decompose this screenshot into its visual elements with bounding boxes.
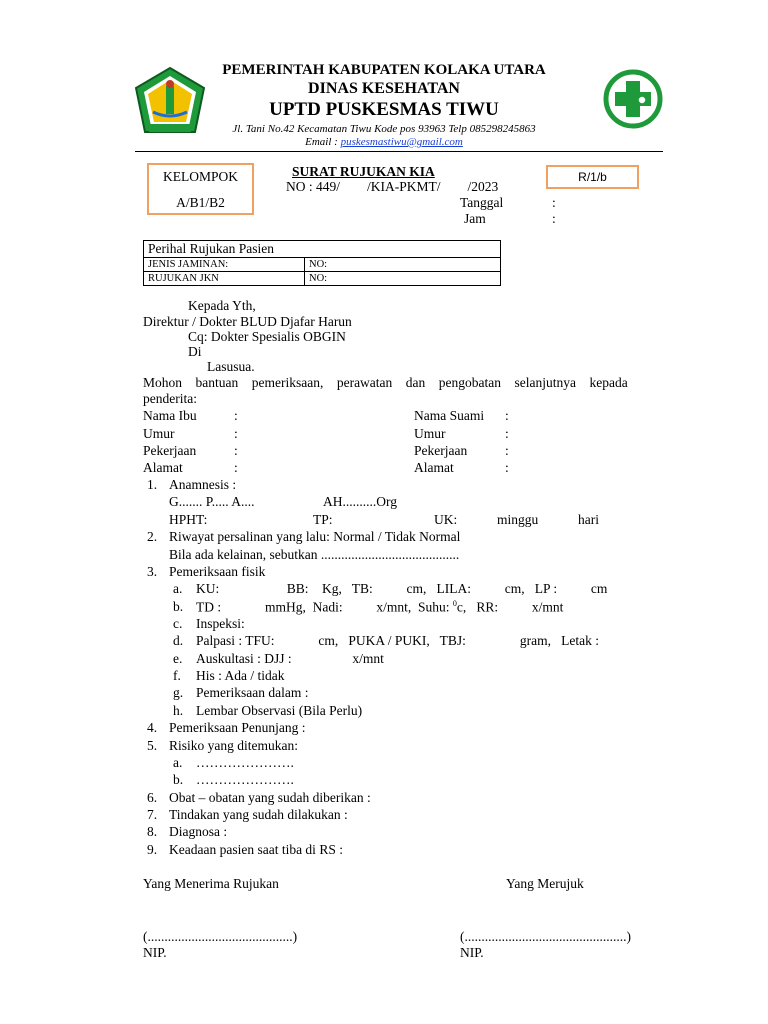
uk-label: UK: bbox=[434, 512, 458, 527]
intro-line-1: Mohon bantuan pemeriksaan, perawatan dan pengobatan selanjutnya kepada bbox=[143, 375, 628, 390]
td-text: TD : mmHg, Nadi: x/mnt, Suhu: bbox=[196, 599, 450, 615]
jaminan-value[interactable]: NO: bbox=[305, 258, 501, 272]
letter-number: NO : 449/ /KIA-PKMT/ /2023 bbox=[286, 179, 499, 194]
email-line bbox=[0, 136, 768, 148]
hari-label: hari bbox=[578, 512, 599, 527]
address-line: Jl. Tani No.42 Kecamatan Tiwu Kode pos 93963 Telp 085298245863 bbox=[232, 123, 536, 135]
obat-label: Obat – obatan yang sudah diberikan : bbox=[169, 790, 371, 805]
umur-ibu-label: Umur bbox=[143, 426, 175, 441]
diagnosa-label: Diagnosa : bbox=[169, 824, 228, 839]
palpasi-line: Palpasi : TFU: cm, PUKA / PUKI, TBJ: gram, Letak : bbox=[196, 633, 599, 648]
receiver-title: Yang Menerima Rujukan bbox=[143, 876, 279, 891]
minggu-label: minggu bbox=[497, 512, 539, 527]
referrer-nip: NIP. bbox=[460, 945, 484, 960]
alamat-ibu-colon: : bbox=[234, 460, 238, 475]
umur-ibu-colon: : bbox=[234, 426, 238, 441]
alamat-suami-colon: : bbox=[505, 460, 509, 475]
gpa-line: G....... P..... A.... bbox=[169, 494, 255, 509]
item-number: 5. bbox=[147, 738, 158, 753]
item-number: 6. bbox=[147, 790, 158, 805]
nama-ibu-colon: : bbox=[234, 408, 238, 423]
gov-title: PEMERINTAH KABUPATEN KOLAKA UTARA bbox=[222, 62, 546, 78]
keadaan-label: Keadaan pasien saat tiba di RS : bbox=[169, 842, 343, 857]
kelainan-line: Bila ada kelainan, sebutkan ......................................... bbox=[169, 547, 460, 562]
sub-letter: e. bbox=[173, 651, 183, 666]
pekerjaan-ibu-label: Pekerjaan bbox=[143, 443, 197, 458]
item-number: 8. bbox=[147, 824, 158, 839]
nama-suami-label: Nama Suami bbox=[414, 408, 485, 423]
sub-letter: b. bbox=[173, 599, 184, 614]
table-row bbox=[144, 241, 501, 258]
pekerjaan-suami-colon: : bbox=[505, 443, 509, 458]
sub-letter: d. bbox=[173, 633, 184, 648]
inspeksi-label: Inspeksi: bbox=[196, 616, 245, 631]
code-value: R/1/b bbox=[578, 170, 607, 184]
direktur-line: Direktur / Dokter BLUD Djafar Harun bbox=[143, 314, 352, 329]
penunjang-label: Pemeriksaan Penunjang : bbox=[169, 720, 306, 735]
clinic-title: UPTD PUSKESMAS TIWU bbox=[269, 99, 499, 120]
risiko-b-dots: …………………. bbox=[196, 772, 294, 787]
sub-letter: g. bbox=[173, 685, 184, 700]
sub-letter: a. bbox=[173, 581, 183, 596]
sub-letter: h. bbox=[173, 703, 184, 718]
sub-letter: a. bbox=[173, 755, 183, 770]
cq-line: Cq: Dokter Spesialis OBGIN bbox=[188, 329, 346, 344]
pemeriksaan-dalam-label: Pemeriksaan dalam : bbox=[196, 685, 309, 700]
his-line: His : Ada / tidak bbox=[196, 668, 285, 683]
observasi-label: Lembar Observasi (Bila Perlu) bbox=[196, 703, 363, 718]
perihal-table bbox=[143, 240, 501, 286]
tindakan-label: Tindakan yang sudah dilakukan : bbox=[169, 807, 348, 822]
kelompok-label: KELOMPOK bbox=[162, 169, 238, 184]
tp-label: TP: bbox=[313, 512, 333, 527]
sub-letter: f. bbox=[173, 668, 181, 683]
item-number: 2. bbox=[147, 529, 158, 544]
header-rule bbox=[135, 151, 663, 152]
degree-superscript: 0 bbox=[452, 599, 457, 608]
intro-line-2: penderita: bbox=[143, 391, 197, 406]
email-label: Email : bbox=[305, 136, 341, 148]
item-number: 7. bbox=[147, 807, 158, 822]
receiver-nip: NIP. bbox=[143, 945, 167, 960]
perihal-title: Perihal Rujukan Pasien bbox=[144, 241, 501, 258]
ku-line: KU: BB: Kg, TB: cm, LILA: cm, LP : cm bbox=[196, 581, 608, 596]
risiko-a-dots: …………………. bbox=[196, 755, 294, 770]
jam-label: Jam bbox=[464, 211, 486, 226]
sub-letter: b. bbox=[173, 772, 184, 787]
umur-suami-colon: : bbox=[505, 426, 509, 441]
table-row bbox=[144, 272, 501, 286]
letter-title: SURAT RUJUKAN KIA bbox=[292, 164, 435, 179]
nama-ibu-label: Nama Ibu bbox=[143, 408, 197, 423]
hpht-label: HPHT: bbox=[169, 512, 208, 527]
td-text-end: c, RR: x/mnt bbox=[456, 599, 564, 615]
place-line: Lasusua. bbox=[207, 359, 255, 374]
tanggal-label: Tanggal bbox=[460, 195, 504, 210]
referrer-title: Yang Merujuk bbox=[506, 876, 584, 891]
item-number: 9. bbox=[147, 842, 158, 857]
item-number: 4. bbox=[147, 720, 158, 735]
nama-suami-colon: : bbox=[505, 408, 509, 423]
item-number: 1. bbox=[147, 477, 158, 492]
jkn-value[interactable]: NO: bbox=[305, 272, 501, 286]
anamnesis-label: Anamnesis : bbox=[169, 477, 237, 492]
kelompok-box bbox=[147, 163, 254, 215]
riwayat-label: Riwayat persalinan yang lalu: Normal / Tidak Normal bbox=[169, 529, 461, 544]
jaminan-label: JENIS JAMINAN: bbox=[144, 258, 305, 272]
item-number: 3. bbox=[147, 564, 158, 579]
dept-title: DINAS KESEHATAN bbox=[308, 80, 460, 97]
ah-line: AH..........Org bbox=[323, 494, 397, 509]
kepada-line: Kepada Yth, bbox=[188, 298, 256, 313]
umur-suami-label: Umur bbox=[414, 426, 446, 441]
jam-colon: : bbox=[552, 211, 556, 226]
td-line bbox=[196, 599, 563, 616]
jkn-label: RUJUKAN JKN bbox=[144, 272, 305, 286]
pekerjaan-ibu-colon: : bbox=[234, 443, 238, 458]
sub-letter: c. bbox=[173, 616, 183, 631]
risiko-label: Risiko yang ditemukan: bbox=[169, 738, 298, 753]
pekerjaan-suami-label: Pekerjaan bbox=[414, 443, 468, 458]
referrer-signature-line: (................................................) bbox=[460, 929, 631, 944]
tanggal-colon: : bbox=[552, 195, 556, 210]
fisik-label: Pemeriksaan fisik bbox=[169, 564, 266, 579]
alamat-suami-label: Alamat bbox=[414, 460, 454, 475]
kelompok-value: A/B1/B2 bbox=[176, 195, 225, 210]
table-row bbox=[144, 258, 501, 272]
receiver-signature-line: (...........................................) bbox=[143, 929, 298, 944]
code-box bbox=[546, 165, 639, 189]
di-line: Di bbox=[188, 344, 202, 359]
email-link[interactable]: puskesmastiwu@gmail.com bbox=[340, 136, 463, 148]
auskultasi-line: Auskultasi : DJJ : x/mnt bbox=[196, 651, 384, 666]
alamat-ibu-label: Alamat bbox=[143, 460, 183, 475]
